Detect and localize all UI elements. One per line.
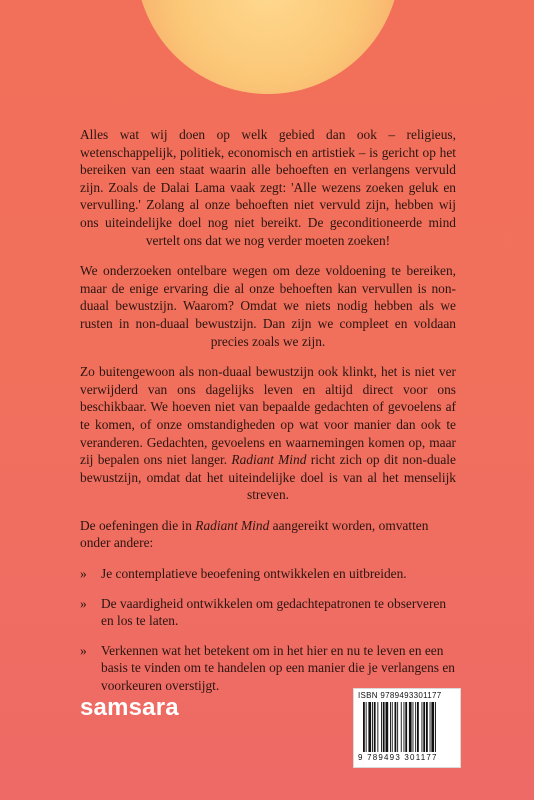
barcode-bar <box>390 702 391 752</box>
list-item-text: Je contemplatieve beoefening ontwikkelen en uitbreiden. <box>101 566 407 582</box>
isbn-barcode <box>353 688 461 768</box>
barcode-bar <box>426 702 428 752</box>
barcode-bar <box>381 702 382 752</box>
barcode-bar <box>417 702 419 752</box>
barcode-bar <box>377 702 378 752</box>
barcode-bar <box>374 702 376 752</box>
barcode-bar <box>431 702 434 752</box>
list-item <box>80 565 456 583</box>
isbn-digits: 9 789493 301177 <box>358 753 438 762</box>
barcode-bar <box>430 702 431 752</box>
barcode-bars <box>363 702 451 752</box>
barcode-bar <box>401 702 402 752</box>
book-title-inline-2: Radiant Mind <box>195 517 270 533</box>
barcode-bar <box>409 702 412 752</box>
paragraph-3-text-end: richt zich op dit non-duale bewustzijn, omdat dat het uiteindelijke doel is van al het menselijk streven. <box>80 452 456 503</box>
paragraph-4-text-end: aangereikt worden, omvatten onder andere: <box>80 517 429 551</box>
bullet-mark: » <box>80 566 87 582</box>
barcode-bar <box>386 702 389 752</box>
barcode-bar <box>366 702 367 752</box>
list-item-text: De vaardigheid ontwikkelen om gedachtepatronen te observeren en los te laten. <box>101 595 447 629</box>
barcode-bar <box>395 702 397 752</box>
barcode-bar <box>392 702 393 752</box>
barcode-bar <box>422 702 423 752</box>
paragraph-4 <box>80 517 456 552</box>
list-item <box>80 642 456 695</box>
bullet-mark: » <box>80 595 87 611</box>
barcode-bar <box>368 702 371 752</box>
barcode-bar <box>404 702 405 752</box>
barcode-bar <box>372 702 373 752</box>
barcode-bar <box>405 702 407 752</box>
barcode-bar <box>383 702 385 752</box>
blurb-text <box>80 126 456 707</box>
paragraph-1: Alles wat wij doen op welk gebied dan ook – religieus, wetenschappelijk, politiek, economisch en artistiek – is gericht op het bereiken van een staat waarin alle behoeften en verlangens vervuld zijn. Zoals de Dalai Lama vaak zegt: 'Alle wezens zoeken geluk en vervulling.' Zolang al onze behoeften niet vervuld zijn, hebben wij ons uiteindelijke doel nog niet bereikt. De geconditioneerde mind vertelt ons dat we nog verder moeten zoeken! <box>80 127 456 248</box>
barcode-bar <box>435 702 436 752</box>
paragraph-2: We onderzoeken ontelbare wegen om deze voldoening te bereiken, maar de enige ervaring die al onze behoeften kan vervullen is non-duaal bewustzijn. Waarom? Omdat we niets nodig hebben als we rusten in non-duaal bewustzijn. Dan zijn we compleet en voldaan precies zoals we zijn. <box>80 263 456 349</box>
book-title-inline: Radiant Mind <box>231 452 307 468</box>
paragraph-3-text: Zo buitengewoon als non-duaal bewustzijn ook klinkt, het is niet ver verwijderd van ons dagelijks leven en altijd direct voor ons beschikbaar. We hoeven niet van bepaalde gedachten of gevoelens af te komen, of onze omstandigheden op wat voor manier dan ook te veranderen. Gedachten, gevoelens en waarnemingen komen op, maar zij bepalen ons niet langer. <box>80 364 456 468</box>
bullet-list <box>80 565 456 695</box>
barcode-bar <box>397 702 398 752</box>
barcode-bar <box>415 702 416 752</box>
bullet-mark: » <box>80 642 87 658</box>
barcode-bar <box>363 702 365 752</box>
isbn-label: ISBN 9789493301177 <box>358 691 442 700</box>
list-item <box>80 595 456 630</box>
barcode-bar <box>423 702 425 752</box>
sun-graphic <box>136 0 400 94</box>
publisher-logo: samsara <box>80 694 179 721</box>
barcode-bar <box>413 702 414 752</box>
list-item-text: Verkennen wat het betekent om in het hier en nu te leven en een basis te vinden om te handelen op een manier die je verlangens en voorkeuren overstijgt. <box>101 642 455 694</box>
paragraph-4-text: De oefeningen die in <box>80 517 192 533</box>
paragraph-3 <box>80 363 456 504</box>
